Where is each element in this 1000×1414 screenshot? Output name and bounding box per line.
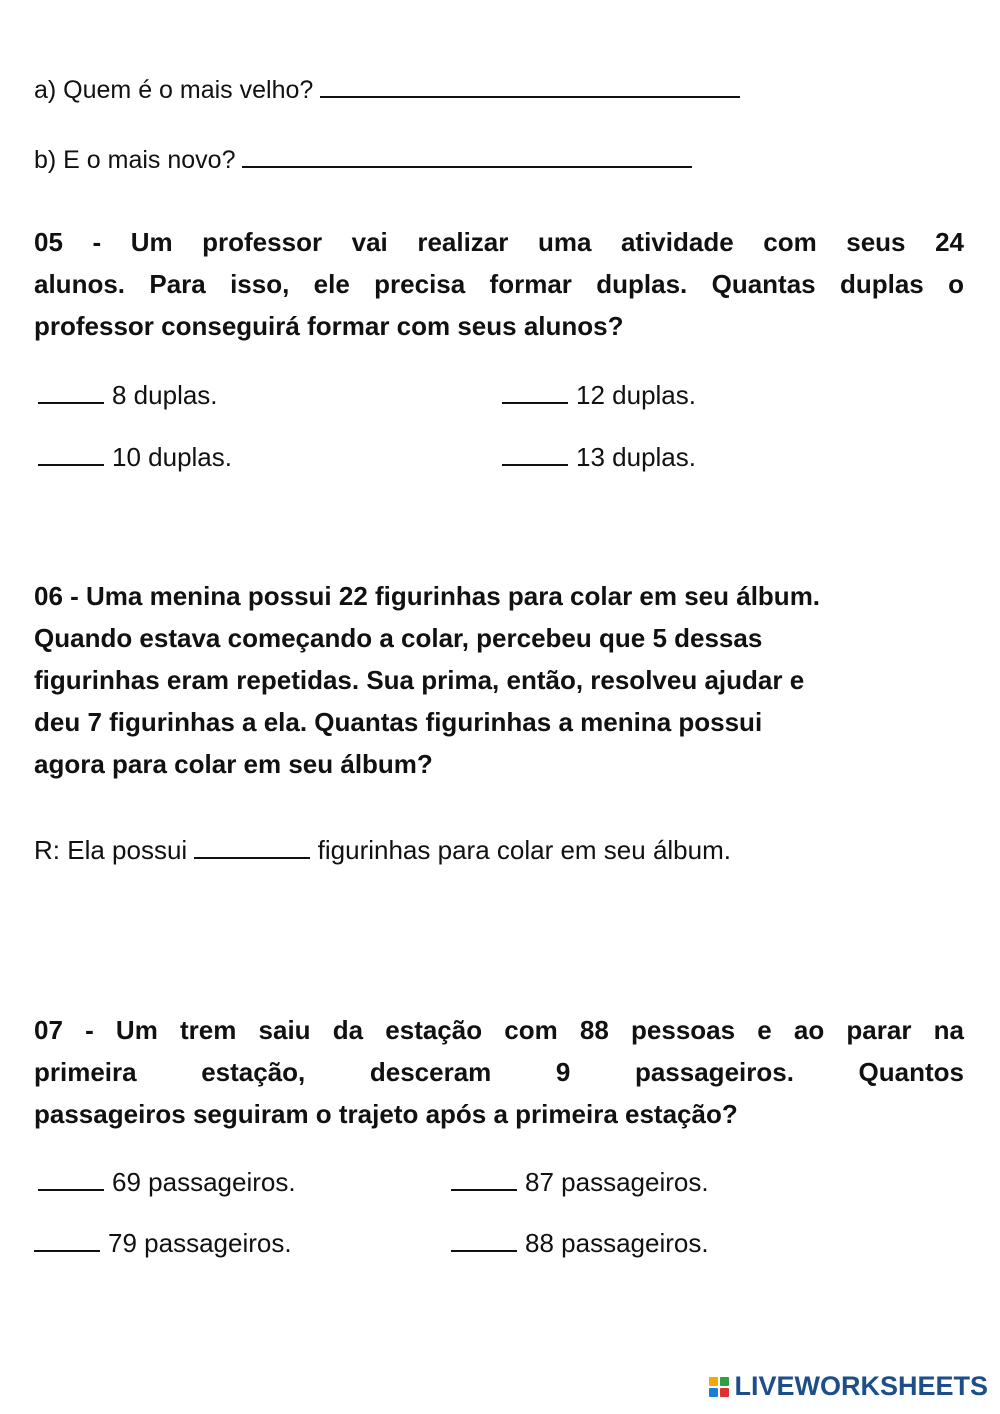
q06-line: Quando estava começando a colar, percebeu que 5 dessas bbox=[34, 623, 763, 653]
q05-option-2-label: 12 duplas. bbox=[576, 380, 696, 410]
q05-option-2 bbox=[502, 380, 696, 408]
q05-option-3 bbox=[38, 442, 232, 470]
q05-option-1 bbox=[38, 380, 218, 408]
q06-line: figurinhas eram repetidas. Sua prima, então, resolveu ajudar e bbox=[34, 665, 805, 695]
q07-line: passageiros seguiram o trajeto após a primeira estação? bbox=[34, 1099, 738, 1129]
q07-option-4 bbox=[451, 1228, 709, 1256]
q05-line: professor conseguirá formar com seus alunos? bbox=[34, 311, 624, 341]
q07-option-3-label: 79 passageiros. bbox=[108, 1228, 292, 1258]
q07-line: primeira estação, desceram 9 passageiros. Quantos bbox=[34, 1057, 964, 1087]
q05-line: alunos. Para isso, ele precisa formar duplas. Quantas duplas o bbox=[34, 269, 964, 299]
q06-text bbox=[34, 575, 974, 785]
q07-option-2-blank[interactable] bbox=[451, 1167, 517, 1191]
q07-option-3-blank[interactable] bbox=[34, 1228, 100, 1252]
liveworksheets-logo bbox=[709, 1371, 988, 1402]
q04-b-line bbox=[34, 144, 692, 173]
logo-grid-icon bbox=[709, 1377, 729, 1397]
q04-b-label: b) E o mais novo? bbox=[34, 146, 236, 174]
q05-option-4 bbox=[502, 442, 696, 470]
q07-option-2-label: 87 passageiros. bbox=[525, 1167, 709, 1197]
q04-b-answer-blank[interactable] bbox=[242, 144, 692, 168]
q07-option-4-blank[interactable] bbox=[451, 1228, 517, 1252]
q06-line: deu 7 figurinhas a ela. Quantas figurinhas a menina possui bbox=[34, 707, 763, 737]
q06-answer-line bbox=[34, 837, 731, 863]
q06-answer-prefix: R: Ela possui bbox=[34, 835, 188, 865]
q04-a-answer-blank[interactable] bbox=[320, 74, 740, 98]
q07-option-1 bbox=[38, 1167, 296, 1195]
logo-text: LIVEWORKSHEETS bbox=[734, 1371, 988, 1401]
q07-option-3 bbox=[34, 1228, 292, 1256]
q05-option-4-label: 13 duplas. bbox=[576, 442, 696, 472]
q06-answer-suffix: figurinhas para colar em seu álbum. bbox=[317, 835, 731, 865]
q05-option-1-blank[interactable] bbox=[38, 380, 104, 404]
q05-option-4-blank[interactable] bbox=[502, 442, 568, 466]
logo-square-4 bbox=[720, 1388, 729, 1397]
q06-line: agora para colar em seu álbum? bbox=[34, 749, 433, 779]
q04-a-label: a) Quem é o mais velho? bbox=[34, 76, 314, 104]
q05-line: 05 - Um professor vai realizar uma atividade com seus 24 bbox=[34, 227, 964, 257]
q07-line: 07 - Um trem saiu da estação com 88 pessoas e ao parar na bbox=[34, 1015, 964, 1045]
q05-option-1-label: 8 duplas. bbox=[112, 380, 218, 410]
q06-answer-blank[interactable] bbox=[194, 837, 310, 859]
q05-text bbox=[34, 221, 964, 347]
q04-a-line bbox=[34, 74, 740, 103]
q07-option-2 bbox=[451, 1167, 709, 1195]
logo-square-3 bbox=[709, 1388, 718, 1397]
logo-square-1 bbox=[709, 1377, 718, 1386]
q07-option-1-label: 69 passageiros. bbox=[112, 1167, 296, 1197]
q07-text bbox=[34, 1009, 964, 1135]
q07-option-4-label: 88 passageiros. bbox=[525, 1228, 709, 1258]
q05-option-2-blank[interactable] bbox=[502, 380, 568, 404]
q05-option-3-label: 10 duplas. bbox=[112, 442, 232, 472]
logo-square-2 bbox=[720, 1377, 729, 1386]
q07-option-1-blank[interactable] bbox=[38, 1167, 104, 1191]
q05-option-3-blank[interactable] bbox=[38, 442, 104, 466]
q06-line: 06 - Uma menina possui 22 figurinhas para colar em seu álbum. bbox=[34, 581, 821, 611]
